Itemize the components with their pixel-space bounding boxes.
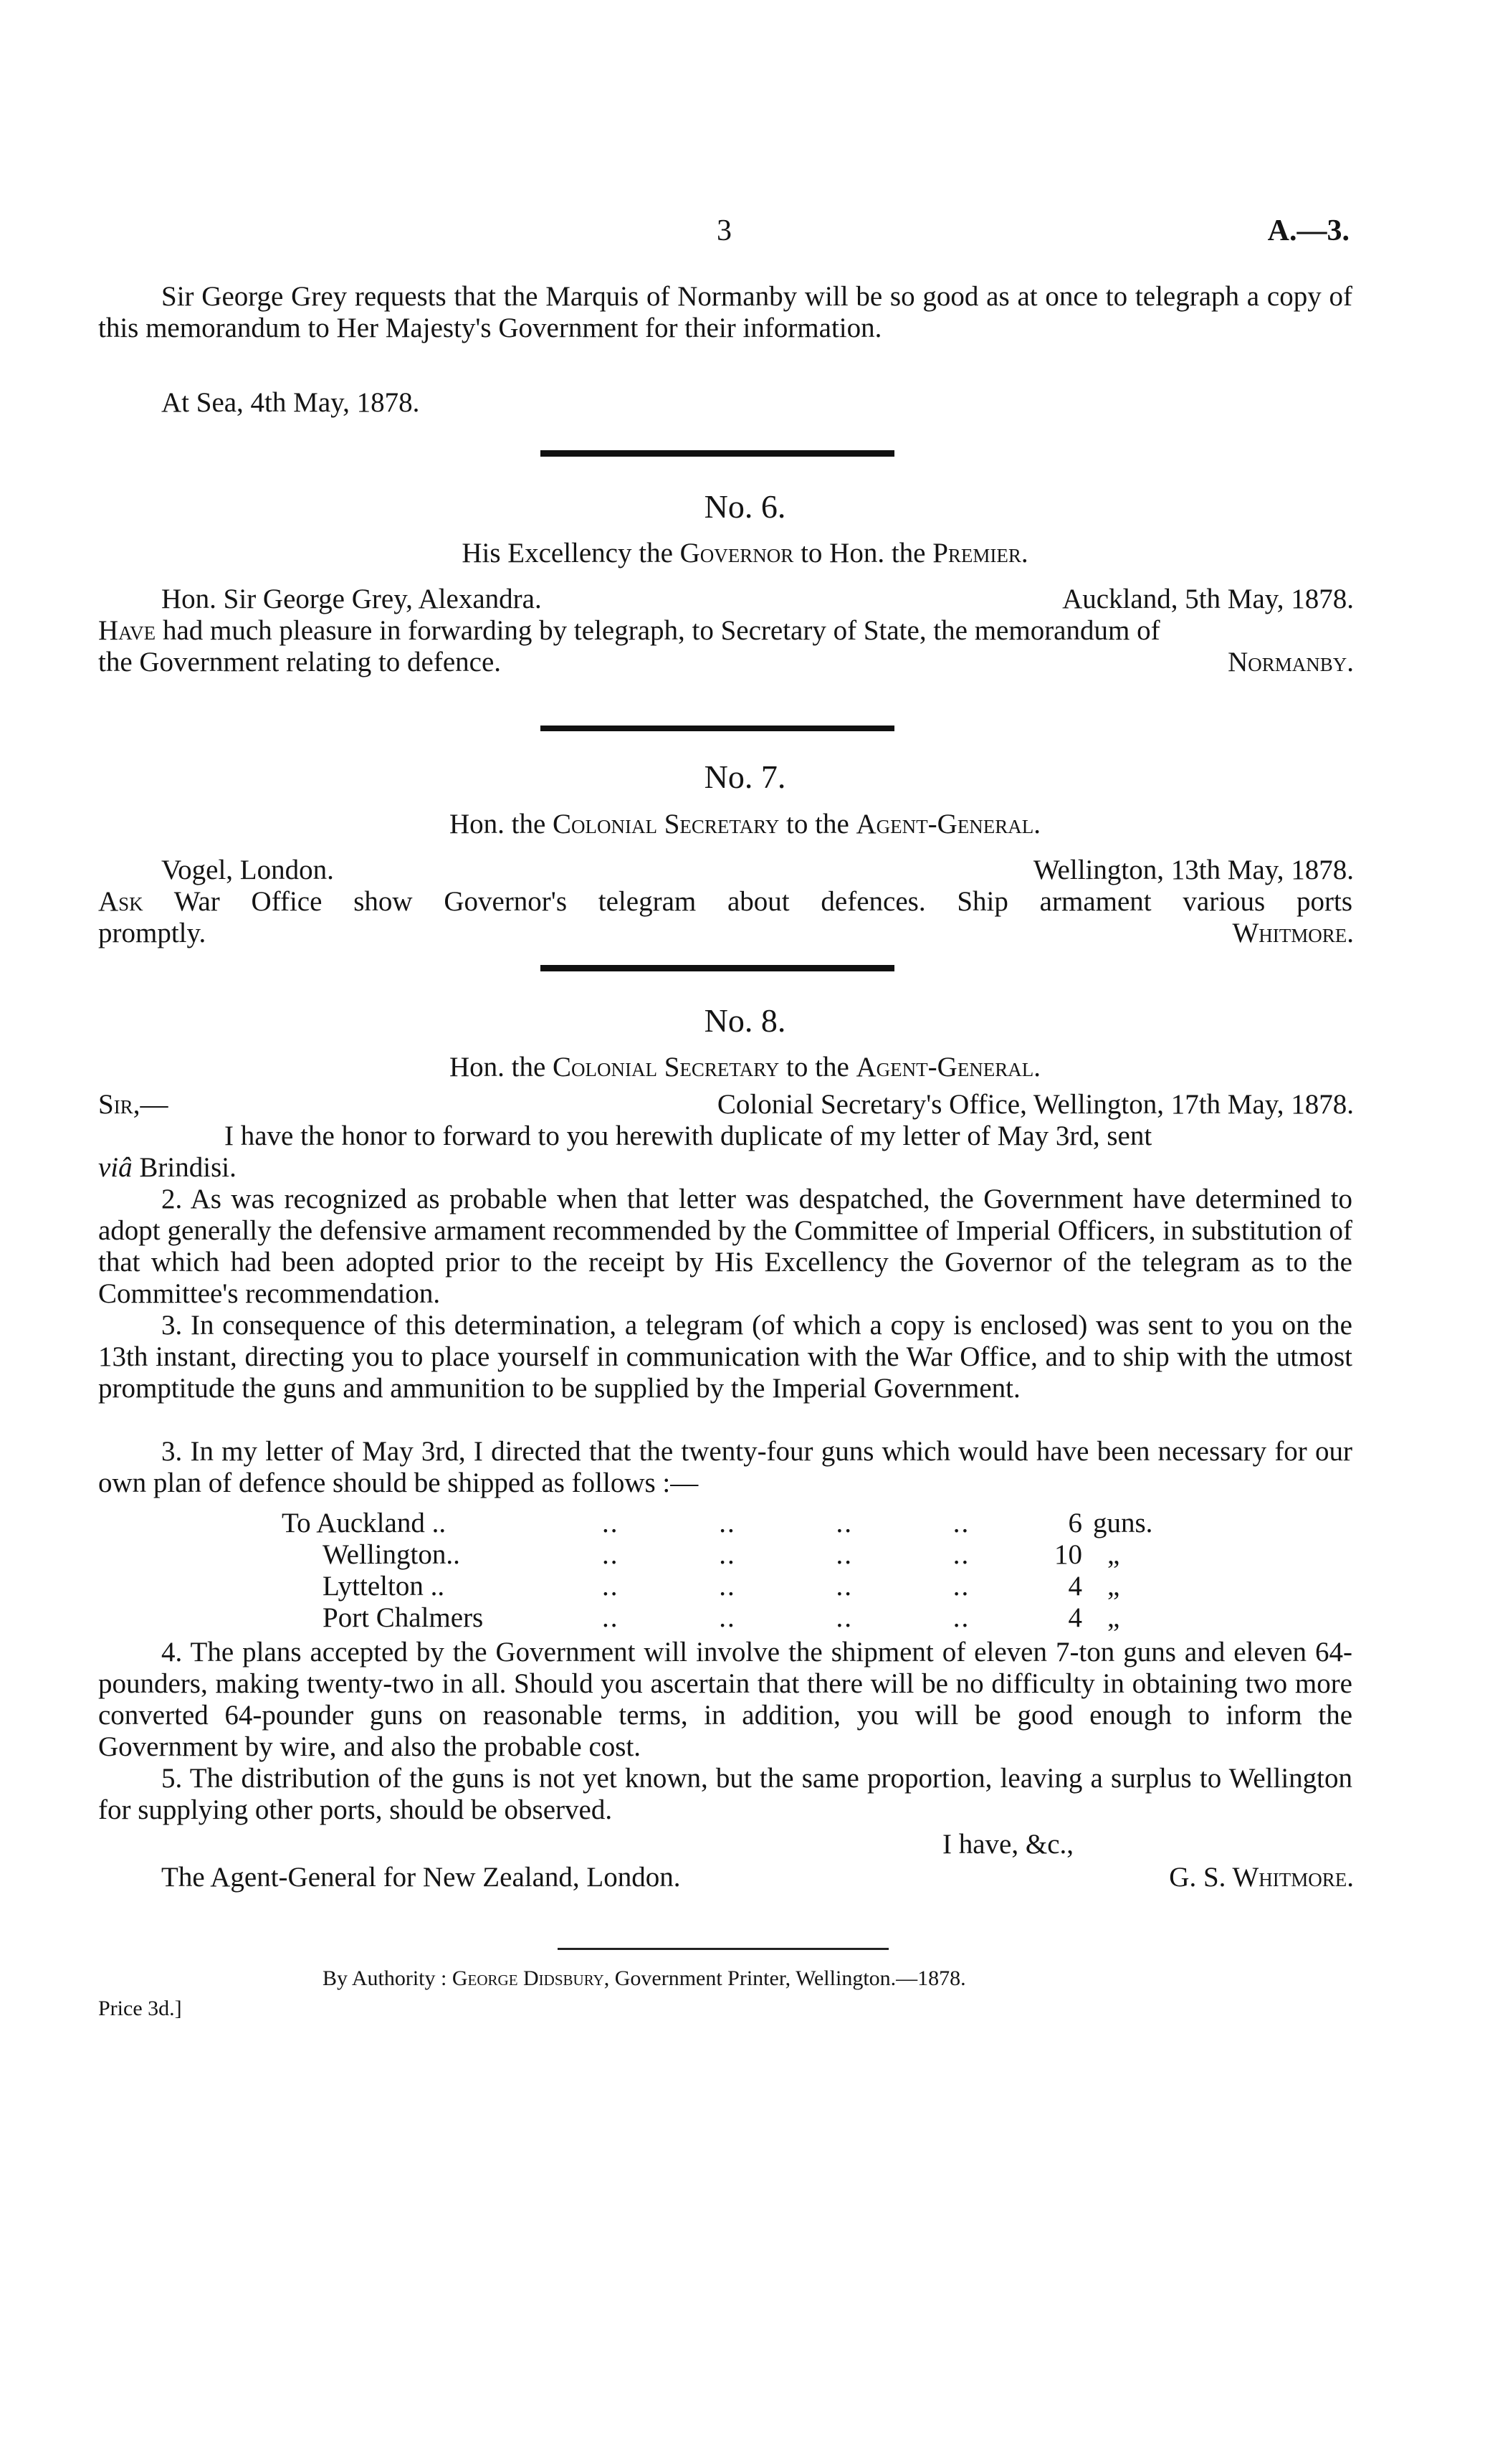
no8-heading-from: Colonial Secretary <box>553 1052 780 1083</box>
gun-row-place-name: Lyttelton <box>323 1571 424 1602</box>
no6-signature: Normanby. <box>1228 647 1354 677</box>
gun-row-unit: „ <box>1107 1602 1120 1633</box>
no7-heading-pre: Hon. the <box>449 809 553 839</box>
no7-heading-to: Agent-General. <box>856 809 1041 839</box>
gun-row-dots: .. .. .. .. <box>602 1508 970 1538</box>
gun-row-leader: .. <box>431 1508 446 1538</box>
page-number: 3 <box>717 214 732 247</box>
no7-addressee: Vogel, London. <box>161 855 334 885</box>
no8-p1-via: viâ <box>98 1152 133 1183</box>
gun-row-dots: .. .. .. .. <box>602 1571 970 1602</box>
no8-heading-to: Agent-General. <box>856 1052 1041 1083</box>
no8-p1-line1: I have the honor to forward to you herewith duplicate of my letter of May 3rd, sent <box>224 1121 1152 1151</box>
no7-heading-from: Colonial Secretary <box>553 809 780 839</box>
gun-row-unit: „ <box>1107 1539 1120 1570</box>
no6-place-date: Auckland, 5th May, 1878. <box>1062 584 1354 614</box>
no8-paragraph-6: 5. The distribution of the guns is not yet known, but the same proportion, leaving a surplus to Wellington for supplying other ports, should be observed. <box>98 1763 1352 1825</box>
gun-row-count: 6 <box>1068 1508 1082 1538</box>
no6-heading-to: Premier. <box>932 538 1028 569</box>
section-divider <box>540 726 894 731</box>
no6-title: No. 6. <box>704 488 786 525</box>
no8-p1-line2 <box>98 1152 237 1184</box>
document-reference: A.—3. <box>1267 214 1350 247</box>
no8-paragraph-5: 4. The plans accepted by the Government will involve the shipment of eleven 7-ton guns and eleven 64-pounders, making twenty-two in all. Should you ascertain that there will be no difficulty in obtaining two more converted 64-pounder guns on reasonable terms, in addition, you will be good enough to inform the Government by wire, and also the probable cost. <box>98 1637 1352 1762</box>
gun-row-count: 4 <box>1068 1602 1082 1633</box>
no8-recipient: The Agent-General for New Zealand, London. <box>161 1862 681 1893</box>
footer-printer: George Didsbury, <box>452 1966 610 1990</box>
no6-heading <box>0 538 1490 569</box>
no8-heading-mid: to the <box>779 1052 856 1083</box>
no7-heading <box>0 809 1490 840</box>
no7-lead: Ask <box>98 886 143 917</box>
footer-price: Price 3d.] <box>98 1997 182 2020</box>
footer-authority <box>323 1963 966 1994</box>
no6-addressee: Hon. Sir George Grey, Alexandra. <box>161 584 542 614</box>
no7-signature: Whitmore. <box>1232 918 1354 948</box>
section-divider <box>540 965 894 971</box>
gun-row-place-name: Port Chalmers <box>323 1602 484 1633</box>
no8-heading <box>0 1052 1490 1083</box>
no7-place-date: Wellington, 13th May, 1878. <box>1033 855 1354 885</box>
no8-place-date: Colonial Secretary's Office, Wellington, 17th May, 1878. <box>717 1089 1354 1120</box>
gun-row-count: 4 <box>1068 1571 1082 1602</box>
no6-heading-pre: His Excellency the <box>462 538 680 569</box>
no7-body-line1 <box>98 886 1352 918</box>
no8-title: No. 8. <box>704 1002 786 1039</box>
no8-paragraph-2: 2. As was recognized as probable when that letter was despatched, the Government have determined to adopt generally the defensive armament recommended by the Committee of Imperial Officers, in substitution of that which had been adopted prior to the receipt by His Excellency the Governor of the telegram as to the Committee's recommendation. <box>98 1184 1352 1309</box>
gun-row-unit: guns. <box>1093 1508 1153 1538</box>
gun-row-place <box>323 1539 460 1571</box>
no8-closing: I have, &c., <box>942 1829 1074 1860</box>
gun-row-unit: „ <box>1107 1571 1120 1602</box>
intro-paragraph: Sir George Grey requests that the Marquis of Normanby will be so good as at once to telegraph a copy of this memorandum to Her Majesty's Government for their information. <box>98 281 1352 343</box>
intro-dateline: At Sea, 4th May, 1878. <box>161 387 420 418</box>
gun-row-leader: .. <box>430 1571 445 1602</box>
gun-row-place <box>282 1508 446 1539</box>
gun-row-dots: .. .. .. .. <box>602 1602 970 1633</box>
no8-heading-pre: Hon. the <box>449 1052 553 1083</box>
no6-lead: Have <box>98 615 156 646</box>
gun-row-place <box>323 1571 444 1602</box>
no7-title: No. 7. <box>704 758 786 795</box>
no8-paragraph-3: 3. In consequence of this determination, a telegram (of which a copy is enclosed) was sent to you on the 13th instant, directing you to place yourself in communication with the War Office, and to ship with the utmost promptitude the guns and ammunition to be supplied by the Imperial Government. <box>98 1310 1352 1404</box>
footer-divider <box>558 1948 889 1950</box>
section-divider <box>540 450 894 457</box>
footer-authority-pre: By Authority : <box>323 1966 452 1990</box>
no6-body-line1 <box>98 615 1160 647</box>
no6-heading-from: Governor <box>679 538 794 569</box>
footer-authority-post: Government Printer, Wellington.—1878. <box>609 1966 966 1990</box>
no8-p1-text: Brindisi. <box>132 1152 237 1183</box>
gun-row-place-name: Wellington <box>323 1539 446 1570</box>
gun-row-place <box>323 1602 483 1634</box>
no6-body-line2: the Government relating to defence. <box>98 647 502 677</box>
no7-heading-mid: to the <box>779 809 856 839</box>
gun-row-place-name: To Auckland <box>282 1508 425 1538</box>
gun-row-count: 10 <box>1054 1539 1082 1570</box>
no7-body-text: War Office show Governor's telegram about defences. Ship armament various ports <box>143 886 1352 917</box>
no6-heading-mid: to Hon. the <box>793 538 933 569</box>
gun-row-leader: .. <box>446 1539 460 1570</box>
no8-signature: G. S. Whitmore. <box>1169 1862 1354 1893</box>
no8-paragraph-4: 3. In my letter of May 3rd, I directed that the twenty-four guns which would have been necessary for our own plan of defence should be shipped as follows :— <box>98 1436 1352 1498</box>
no6-body-text: had much pleasure in forwarding by telegraph, to Secretary of State, the memorandum of <box>156 615 1160 646</box>
no8-salutation: Sir,— <box>98 1089 168 1120</box>
no7-body-line2: promptly. <box>98 918 206 948</box>
gun-row-dots: .. .. .. .. <box>602 1539 970 1570</box>
